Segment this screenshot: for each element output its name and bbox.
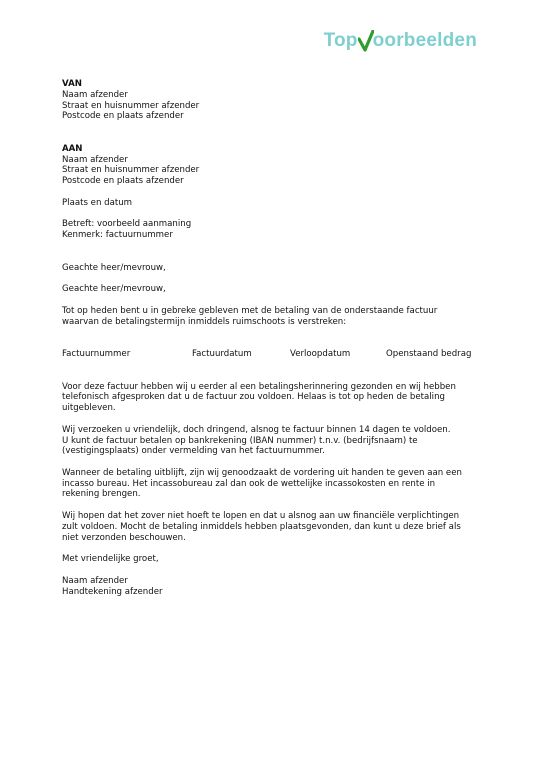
intro-line: Tot op heden bent u in gebreke gebleven met de betaling van de onderstaande factuur xyxy=(62,305,438,316)
topvoorbeelden-logo xyxy=(324,28,477,52)
recipient-heading: AAN xyxy=(62,143,83,154)
logo-text-voorbeelden: oorbeelden xyxy=(372,30,477,51)
recipient-street: Straat en huisnummer afzender xyxy=(62,165,200,176)
subject-line: Betreft: voorbeeld aanmaning xyxy=(62,219,192,230)
paragraph-line: Voor deze factuur hebben wij u eerder al een betalingsherinnering gezonden en wij hebben xyxy=(62,381,456,392)
letter-body xyxy=(62,79,482,597)
paragraph-line: telefonisch afgesproken dat u de factuur zou voldoen. Helaas is tot op heden de betaling xyxy=(62,392,445,403)
closing: Met vriendelijke groet, xyxy=(62,554,159,565)
header-outstanding-amount: Openstaand bedrag xyxy=(386,348,472,359)
paragraph-reminder xyxy=(62,382,482,414)
sender-city: Postcode en plaats afzender xyxy=(62,111,184,122)
sender-name: Naam afzender xyxy=(62,89,128,100)
sender-heading: VAN xyxy=(62,79,82,89)
paragraph-request xyxy=(62,425,482,457)
paragraph-line: (vestigingsplaats) onder vermelding van het factuurnummer. xyxy=(62,446,325,457)
invoice-table-header xyxy=(62,349,474,360)
logo-text-top: Top xyxy=(323,30,358,51)
salutation-1: Geachte heer/mevrouw, xyxy=(62,262,166,273)
paragraph-collection xyxy=(62,468,482,500)
paragraph-line: rekening brengen. xyxy=(62,489,141,500)
paragraph-line: uitgebleven. xyxy=(62,403,116,414)
signature-sign: Handtekening afzender xyxy=(62,586,163,597)
paragraph-line: Wij hopen dat het zover niet hoeft te lopen en dat u alsnog aan uw financiële verplichtingen xyxy=(62,511,460,522)
intro-paragraph xyxy=(62,306,482,328)
header-invoice-date: Factuurdatum xyxy=(192,348,252,359)
place-date: Plaats en datum xyxy=(62,197,133,208)
header-due-date: Verloopdatum xyxy=(290,348,351,359)
signature-name: Naam afzender xyxy=(62,575,128,586)
recipient-city: Postcode en plaats afzender xyxy=(62,176,184,187)
intro-line: waarvan de betalingstermijn inmiddels ruimschoots is verstreken: xyxy=(62,316,347,327)
recipient-name: Naam afzender xyxy=(62,154,128,165)
paragraph-line: U kunt de factuur betalen op bankrekening (IBAN nummer) t.n.v. (bedrijfsnaam) te xyxy=(62,435,418,446)
paragraph-line: Wanneer de betaling uitblijft, zijn wij genoodzaakt de vordering uit handen te geven aan een xyxy=(62,467,462,478)
reference-line: Kenmerk: factuurnummer xyxy=(62,230,173,241)
sender-street: Straat en huisnummer afzender xyxy=(62,100,200,111)
paragraph-line: Wij verzoeken u vriendelijk, doch dringend, alsnog te factuur binnen 14 dagen te voldoen. xyxy=(62,424,451,435)
paragraph-hope xyxy=(62,511,482,543)
paragraph-line: niet verzonden beschouwen. xyxy=(62,532,186,543)
checkmark-v-icon xyxy=(358,30,374,52)
paragraph-line: zult voldoen. Mocht de betaling inmiddels hebben plaatsgevonden, dan kunt u deze brief als xyxy=(62,521,461,532)
sender-block xyxy=(62,79,482,122)
salutation-2: Geachte heer/mevrouw, xyxy=(62,284,166,295)
header-invoice-number: Factuurnummer xyxy=(62,348,131,359)
recipient-block xyxy=(62,144,482,187)
paragraph-line: incasso bureau. Het incassobureau zal dan ook de wettelijke incassokosten en rente in xyxy=(62,478,436,489)
